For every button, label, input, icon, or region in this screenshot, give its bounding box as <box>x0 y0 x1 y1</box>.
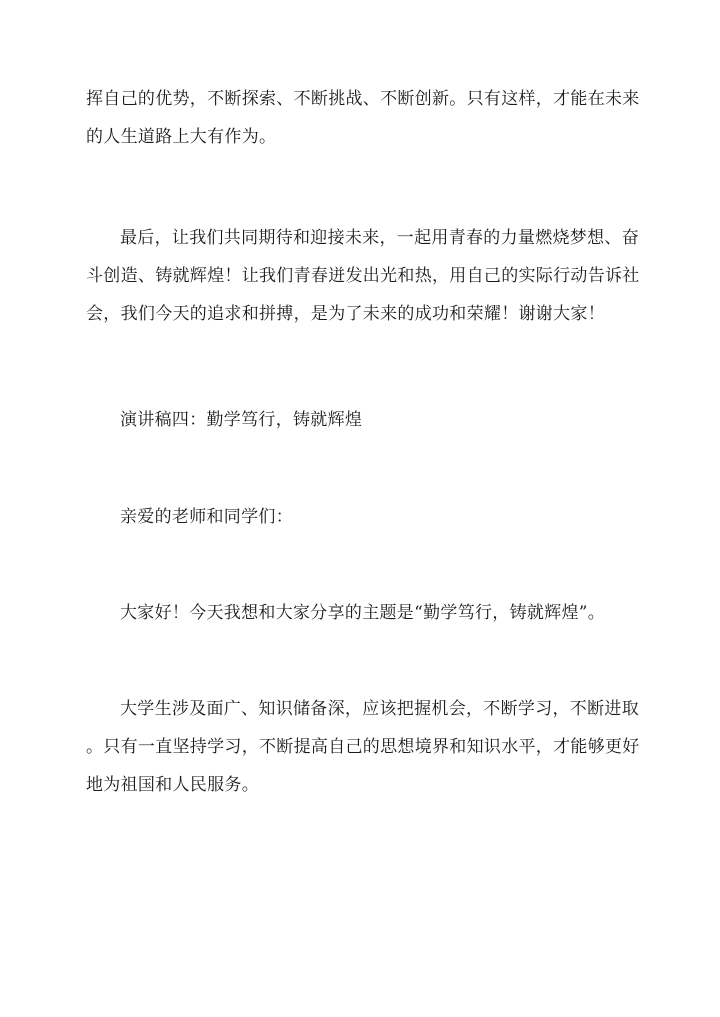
speech-title <box>86 401 638 439</box>
paragraph-body <box>86 690 638 804</box>
paragraph-continuation <box>86 80 638 156</box>
salutation <box>86 498 638 536</box>
paragraph-line: 。只有一直坚持学习，不断提高自己的思想境界和知识水平，才能够更好 <box>86 737 640 757</box>
paragraph-line: 的人生道路上大有作为。 <box>86 127 277 147</box>
paragraph-line: 斗创造、铸就辉煌！让我们青春迸发出光和热，用自己的实际行动告诉社 <box>86 266 640 286</box>
paragraph-line: 大家好！今天我想和大家分享的主题是“勤学笃行，铸就辉煌”。 <box>120 603 606 623</box>
paragraph-line: 最后，让我们共同期待和迎接未来，一起用青春的力量燃烧梦想、奋 <box>120 228 639 248</box>
paragraph-line: 地为祖国和人民服务。 <box>86 775 259 795</box>
paragraph-line: 演讲稿四：勤学笃行，铸就辉煌 <box>120 410 363 430</box>
paragraph-line: 亲爱的老师和同学们： <box>120 507 293 527</box>
paragraph-line: 挥自己的优势，不断探索、不断挑战、不断创新。只有这样，才能在未来 <box>86 89 640 109</box>
paragraph-greeting <box>86 594 638 632</box>
paragraph-line: 会，我们今天的追求和拼搏，是为了未来的成功和荣耀！谢谢大家！ <box>86 304 605 324</box>
paragraph-line: 大学生涉及面广、知识储备深，应该把握机会，不断学习，不断进取 <box>120 699 639 719</box>
paragraph-closing <box>86 219 638 333</box>
